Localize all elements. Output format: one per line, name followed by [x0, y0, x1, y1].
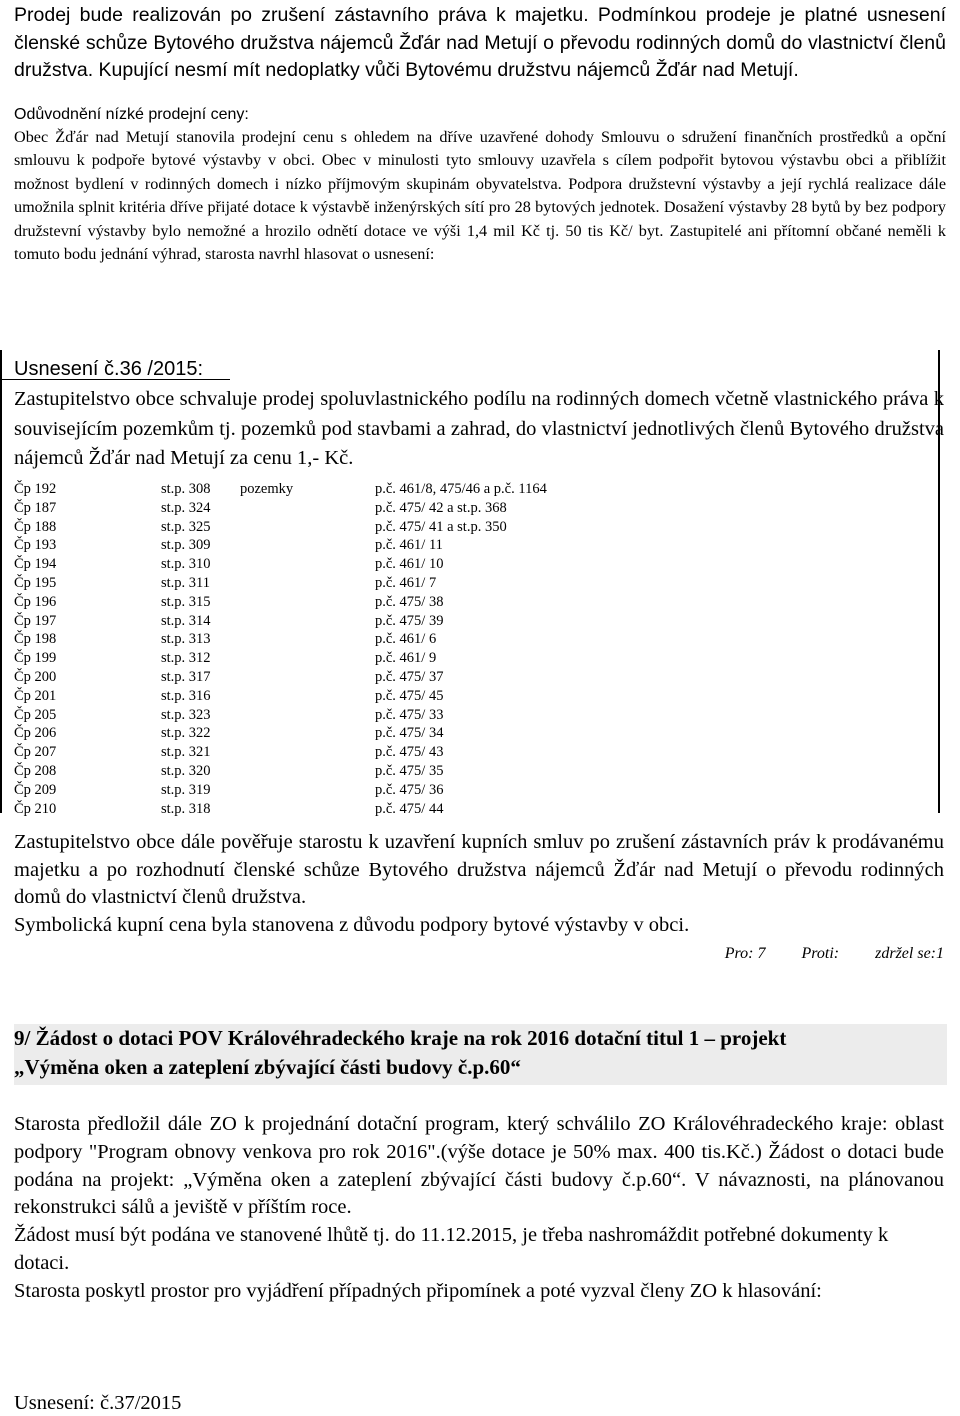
property-label — [240, 800, 375, 819]
property-row — [14, 630, 714, 649]
vote-proti: Proti: — [801, 945, 840, 962]
property-pc: p.č. 475/ 44 — [375, 800, 444, 817]
closing-note: Symbolická kupní cena byla stanovena z důvodu podpory bytové výstavby v obci. — [14, 913, 690, 936]
property-cp: Čp 198 — [14, 631, 57, 648]
property-cp: Čp 194 — [14, 556, 57, 573]
property-label — [240, 781, 375, 800]
property-cp: Čp 201 — [14, 687, 57, 704]
property-stp: st.p. 316 — [161, 687, 211, 704]
property-row — [14, 706, 714, 725]
property-pc: p.č. 475/ 34 — [375, 725, 444, 742]
property-pc: p.č. 461/ 7 — [375, 574, 437, 591]
property-label — [240, 499, 375, 518]
property-stp: st.p. 311 — [161, 574, 211, 591]
section-9-paragraph-2: Žádost musí být podána ve stanovené lhůtě tj. do 11.12.2015, je třeba nashromáždit potřebné dokumenty k dotaci. — [14, 1224, 889, 1274]
property-row — [14, 612, 714, 631]
property-pc: p.č. 461/ 6 — [375, 631, 437, 648]
property-pc: p.č. 475/ 42 a st.p. 368 — [375, 499, 507, 516]
section-9-paragraph-3: Starosta poskytl prostor pro vyjádření případných připomínek a poté vyzval členy ZO k hlasování: — [14, 1279, 822, 1302]
property-pc: p.č. 475/ 41 a st.p. 350 — [375, 518, 507, 535]
property-cp: Čp 209 — [14, 781, 57, 798]
section-9-title-line1: 9/ Žádost o dotaci POV Královéhradeckého kraje na rok 2016 dotační titul 1 – projekt — [14, 1026, 787, 1050]
property-stp: st.p. 324 — [161, 499, 211, 516]
property-cp: Čp 187 — [14, 499, 57, 516]
property-cp: Čp 207 — [14, 744, 57, 761]
property-label — [240, 630, 375, 649]
property-stp: st.p. 320 — [161, 762, 211, 779]
vote-pro: Pro: 7 — [724, 945, 766, 962]
property-stp: st.p. 315 — [161, 593, 211, 610]
property-row — [14, 574, 714, 593]
section-9-heading — [14, 1024, 947, 1085]
property-row — [14, 743, 714, 762]
property-row — [14, 724, 714, 743]
property-cp: Čp 205 — [14, 706, 57, 723]
property-row — [14, 499, 714, 518]
property-cp: Čp 193 — [14, 537, 57, 554]
property-cp: Čp 199 — [14, 650, 57, 667]
property-stp: st.p. 308 — [161, 481, 211, 497]
vote-result — [725, 945, 944, 963]
property-pc: p.č. 475/ 37 — [375, 668, 444, 685]
resolution-text: Zastupitelstvo obce schvaluje prodej spoluvlastnického podílu na rodinných domech včetně vlastnického práva k souvisejícím pozemkům tj. pozemků pod stavbami a zahrad, do vlastnictví jednotlivých členů Bytového družstva nájemců Žďár nad Metují za cenu 1,- Kč. — [14, 388, 944, 469]
property-cp: Čp 210 — [14, 800, 57, 817]
property-stp: st.p. 314 — [161, 612, 211, 629]
property-row — [14, 593, 714, 612]
property-pc: p.č. 461/ 9 — [375, 650, 437, 667]
property-pc: p.č. 475/ 45 — [375, 687, 444, 704]
property-stp: st.p. 319 — [161, 781, 211, 798]
reason-heading: Odůvodnění nízké prodejní ceny: — [14, 105, 249, 123]
property-pc: p.č. 475/ 43 — [375, 744, 444, 761]
property-cp: Čp 196 — [14, 593, 57, 610]
property-cp: Čp 206 — [14, 725, 57, 742]
property-label — [240, 555, 375, 574]
property-pc: p.č. 475/ 36 — [375, 781, 444, 798]
property-row — [14, 668, 714, 687]
property-cp: Čp 195 — [14, 574, 57, 591]
property-stp: st.p. 317 — [161, 668, 211, 685]
property-label — [240, 518, 375, 537]
property-pc: p.č. 475/ 33 — [375, 706, 444, 723]
property-row — [14, 480, 714, 499]
property-row — [14, 800, 714, 819]
intro-paragraph: Prodej bude realizován po zrušení zástavního práva k majetku. Podmínkou prodeje je platné usnesení členské schůze Bytového družstva nájemců Žďár nad Metují o převodu rodinných domů do vlastnictví členů družstva. Kupující nesmí mít nedoplatky vůči Bytovému družstvu nájemců Žďár nad Metují. — [14, 4, 946, 81]
reason-paragraph: Obec Žďár nad Metují stanovila prodejní cenu s ohledem na dříve uzavřené dohody Smlouvu o sdružení finančních prostředků a opční smlouvu k podpoře bytové výstavby v obci. Obec v minulosti tyto smlouvy uzavřela s cílem podpořit bytovou výstavbu obci a přiblížit možnost bydlení v rodinných domech i nízko příjmovým skupinám obyvatelstva. Podpora družstevní výstavby a její rychlá realizace dále umožnila splnit kritéria dříve přijaté dotace k výstavbě inženýrských sítí pro 28 bytových jednotek. Dosažení výstavby 28 bytů by bez podpory družstevní výstavby bylo nemožné a hrozilo odnětí dotace ve výši 1,4 mil Kč tj. 50 tis Kč/ byt. Zastupitelé ani přítomní občané neměli k tomuto bodu jednání výhrad, starosta navrhl hlasovat o usnesení: — [14, 127, 946, 263]
property-label: pozemky — [240, 481, 294, 497]
vote-abstain: zdržel se:1 — [875, 945, 944, 962]
property-stp: st.p. 312 — [161, 650, 211, 667]
property-pc: p.č. 475/ 38 — [375, 593, 444, 610]
property-label — [240, 743, 375, 762]
property-stp: st.p. 325 — [161, 518, 211, 535]
property-stp: st.p. 321 — [161, 744, 211, 761]
property-row — [14, 687, 714, 706]
resolution-label: Usnesení č.36 /2015: — [14, 358, 204, 380]
section-9-title-line2: „Výměna oken a zateplení zbývající části budovy č.p.60“ — [14, 1055, 521, 1079]
document-page — [14, 0, 946, 267]
property-row — [14, 781, 714, 800]
property-pc: p.č. 461/8, 475/46 a p.č. 1164 — [375, 481, 547, 497]
property-row — [14, 649, 714, 668]
property-stp: st.p. 322 — [161, 725, 211, 742]
property-cp: Čp 192 — [14, 481, 57, 497]
property-label — [240, 687, 375, 706]
closing-text — [14, 829, 944, 939]
property-cp: Čp 200 — [14, 668, 57, 685]
property-label — [240, 574, 375, 593]
property-stp: st.p. 318 — [161, 800, 211, 817]
property-cp: Čp 197 — [14, 612, 57, 629]
resolution-label-underline — [0, 379, 230, 380]
section-9-paragraph-1: Starosta předložil dále ZO k projednání dotační program, který schválilo ZO Královéhradeckého kraje: oblast podpory "Program obnovy venkova pro rok 2016".(výše dotace je 50% max. 400 tis.Kč.) Žádost o dotaci bude podána na projekt: „Výměna oken a zateplení zbývající části budovy č.p.60“. V návaznosti, na plánovanou rekonstrukci sálů a jeviště v příštím roce. — [14, 1113, 944, 1219]
property-cp: Čp 208 — [14, 762, 57, 779]
property-label — [240, 724, 375, 743]
property-label — [240, 762, 375, 781]
property-pc: p.č. 461/ 11 — [375, 537, 443, 554]
property-label — [240, 706, 375, 725]
property-label — [240, 668, 375, 687]
property-label — [240, 649, 375, 668]
property-pc: p.č. 461/ 10 — [375, 556, 444, 573]
property-label — [240, 593, 375, 612]
property-list — [14, 480, 714, 818]
resolution-37-label: Usnesení: č.37/2015 — [14, 1392, 182, 1414]
section-9-body — [14, 1111, 944, 1306]
property-stp: st.p. 310 — [161, 556, 211, 573]
property-row — [14, 518, 714, 537]
property-pc: p.č. 475/ 35 — [375, 762, 444, 779]
property-row — [14, 555, 714, 574]
property-cp: Čp 188 — [14, 518, 57, 535]
property-label — [240, 612, 375, 631]
property-stp: st.p. 323 — [161, 706, 211, 723]
property-row — [14, 536, 714, 555]
property-pc: p.č. 475/ 39 — [375, 612, 444, 629]
property-stp: st.p. 313 — [161, 631, 211, 648]
property-row — [14, 762, 714, 781]
property-label — [240, 536, 375, 555]
property-stp: st.p. 309 — [161, 537, 211, 554]
closing-paragraph: Zastupitelstvo obce dále pověřuje starostu k uzavření kupních smluv po zrušení zástavních práv k prodávanému majetku a po rozhodnutí členské schůze Bytového družstva nájemců Žďár nad Metují o převodu rodinných domů do vlastnictví členů družstva. — [14, 831, 944, 908]
